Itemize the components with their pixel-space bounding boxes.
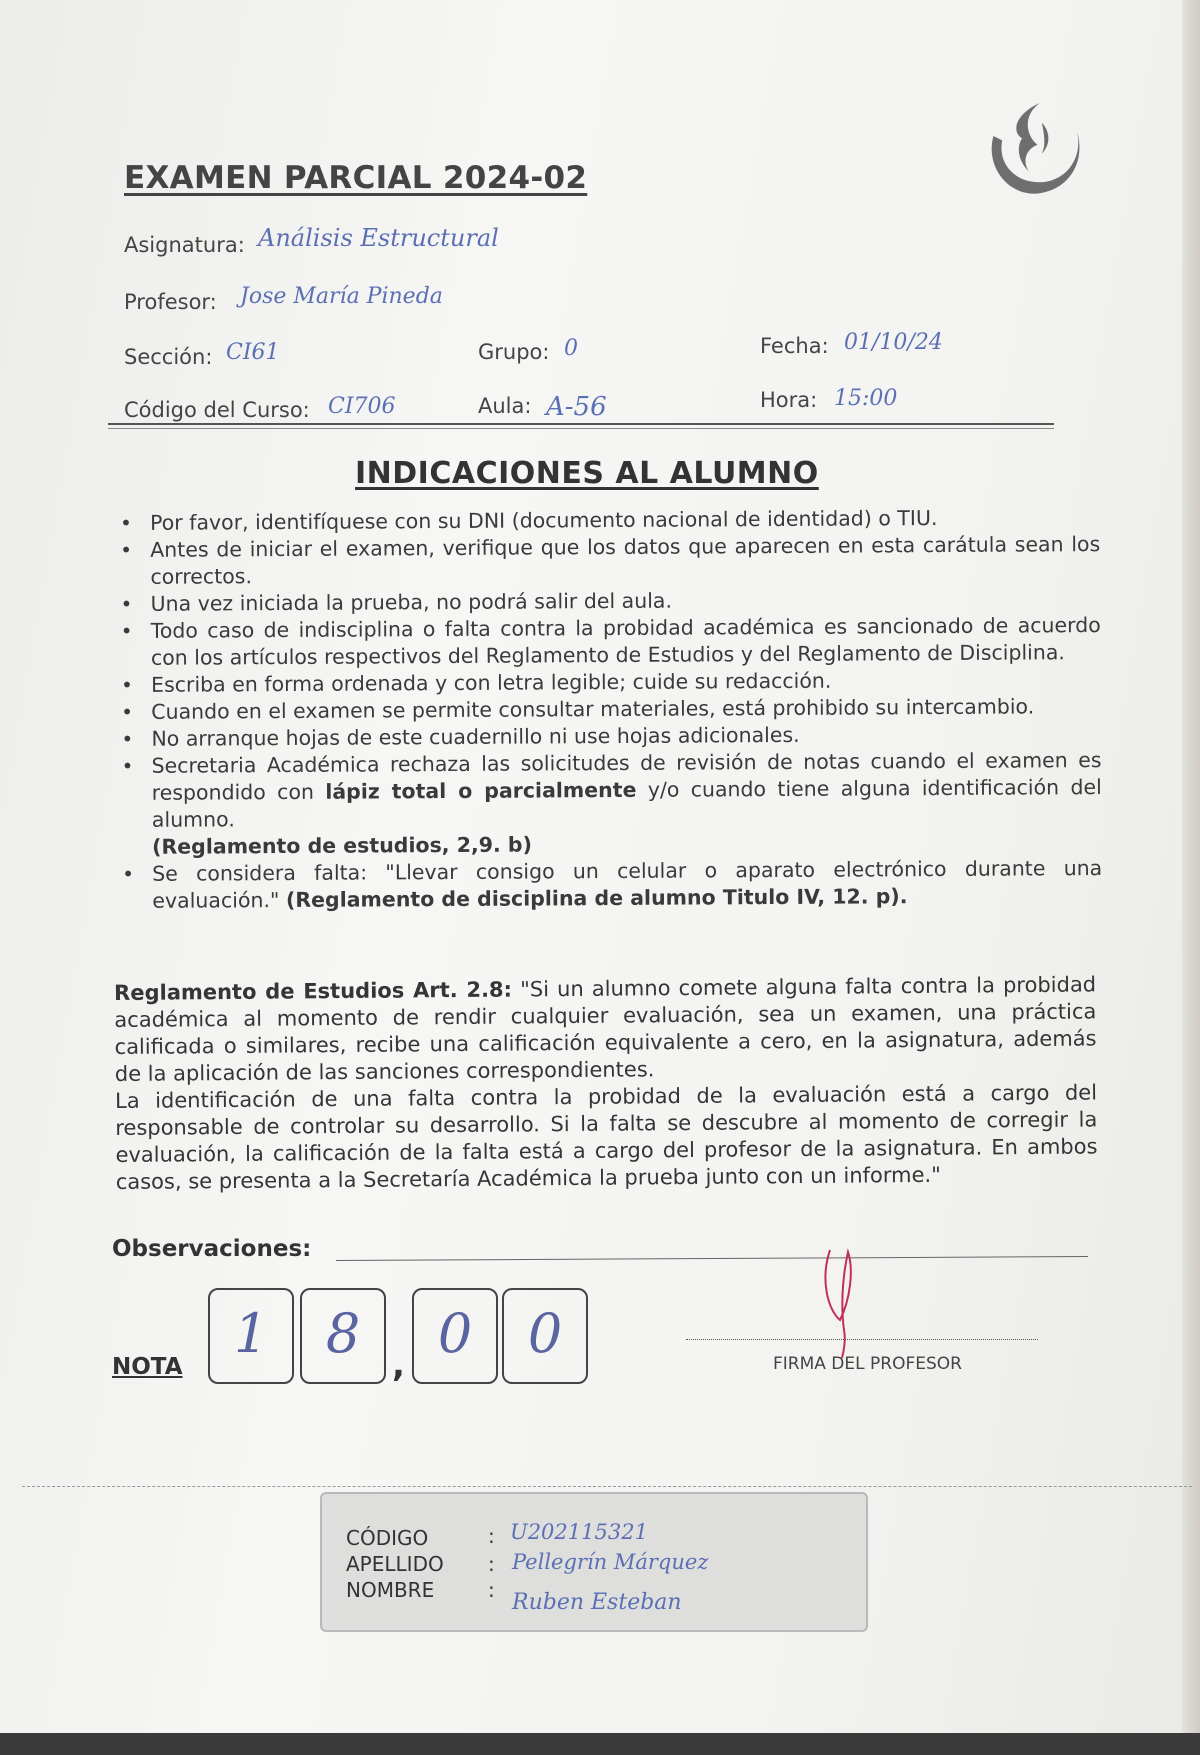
header-divider-thin [108,428,1054,429]
header-divider [108,423,1054,425]
seccion-label: Sección: [124,345,213,369]
reglamento-reference: (Reglamento de estudios, 2,9. b) [151,832,533,859]
reglamento-reference: (Reglamento de disciplina de alumno Titulo IV, 12. p). [285,884,908,912]
indicaciones-list [120,504,1102,915]
grade-box [412,1288,498,1384]
reglamento-heading: Reglamento de Estudios Art. 2.8: [114,977,513,1005]
aula-label: Aula: [478,394,532,418]
professor-signature-icon [810,1240,880,1360]
signature-line [686,1339,1038,1340]
nota-label: NOTA [112,1354,183,1380]
grupo-label: Grupo: [478,340,550,364]
exam-title: EXAMEN PARCIAL 2024-02 [124,160,588,196]
grade-box [502,1288,588,1384]
grade-digit: 8 [325,1302,361,1365]
grade-digit: 0 [527,1302,563,1365]
upc-flame-logo-icon [978,92,1088,202]
indicaciones-title: INDICACIONES AL ALUMNO [355,456,819,491]
table-background [0,1733,1200,1755]
seccion-value: CI61 [226,340,280,365]
list-item: • Escriba en forma ordenada y con letra legible; cuide su redacción. [121,666,1101,699]
nombre-value: Ruben Esteban [512,1590,682,1615]
list-item: • Se considera falta: "Llevar consigo un celular o aparato electrónico durante una evaluación." (Reglamento de disciplina de alumno Titulo IV, 12. p). [122,855,1102,915]
profesor-value: Jose María Pineda [240,284,443,309]
fecha-label: Fecha: [760,334,829,358]
list-item: • Antes de iniciar el examen, verifique que los datos que aparecen en esta carátula sean los correctos. [120,531,1100,591]
codigo-curso-value: CI706 [328,394,396,419]
codigo-curso-label: Código del Curso: [124,398,310,422]
list-item: • Una vez iniciada la prueba, no podrá salir del aula. [120,585,1100,618]
cut-line [22,1486,1192,1487]
grade-box [208,1288,294,1384]
grade-separator: , [392,1345,405,1385]
asignatura-label: Asignatura: [124,233,245,257]
codigo-label: CÓDIGO [346,1526,429,1550]
list-item: • Todo caso de indisciplina o falta contra la probidad académica es sancionado de acuerdo con los artículos respectivos del Reglamento de Estudios y del Reglamento de Disciplina. [121,612,1101,672]
reglamento-paragraph: Reglamento de Estudios Art. 2.8: "Si un alumno comete alguna falta contra la probidad académica al momento de rendir cualquier evaluación, sea un examen, una práctica calificada o similares, recibe una calificación equivalente a cero, en la asignatura, además de la aplicación de las sanciones correspondientes. La identificación de una falta contra la probidad de la evaluación está a cargo del responsable de controlar su desarrollo. Si la falta se descubre al momento de corregir la evaluación, la calificación de la falta está a cargo del profesor de la asignatura. En ambos casos, se presenta a la Secretaría Académica la prueba junto con un informe." [114,972,1098,1194]
grade-box [300,1288,386,1384]
hora-value: 15:00 [834,386,898,411]
list-item: • Por favor, identifíquese con su DNI (documento nacional de identidad) o TIU. [120,504,1100,537]
aula-value: A-56 [546,392,607,422]
fecha-value: 01/10/24 [844,330,943,355]
grade-digit: 1 [233,1302,269,1365]
apellido-value: Pellegrín Márquez [512,1550,709,1574]
paper-edge-shadow [1182,0,1200,1755]
list-item: • Cuando en el examen se permite consultar materiales, está prohibido su intercambio. [121,693,1101,726]
list-item: • No arranque hojas de este cuadernillo ni use hojas adicionales. [121,720,1101,753]
list-item: • Secretaria Académica rechaza las solicitudes de revisión de notas cuando el examen es respondido con lápiz total o parcialmente y/o cuando tiene alguna identificación del alumno. (Reglamento de estudios, 2,9. b) [121,747,1102,861]
apellido-label: APELLIDO [346,1552,444,1576]
grupo-value: 0 [564,336,578,361]
profesor-label: Profesor: [124,290,217,314]
nombre-label: NOMBRE [346,1578,435,1602]
hora-label: Hora: [760,388,818,412]
observaciones-label: Observaciones: [112,1236,312,1262]
observaciones-line [336,1256,1088,1261]
codigo-value: U202115321 [510,1520,648,1544]
student-id-box: CÓDIGO APELLIDO NOMBRE : : : U202115321 Pellegrín Márquez Ruben Esteban [320,1492,868,1632]
firma-label: FIRMA DEL PROFESOR [773,1354,962,1374]
asignatura-value: Análisis Estructural [258,224,499,252]
grade-digit: 0 [437,1302,473,1365]
